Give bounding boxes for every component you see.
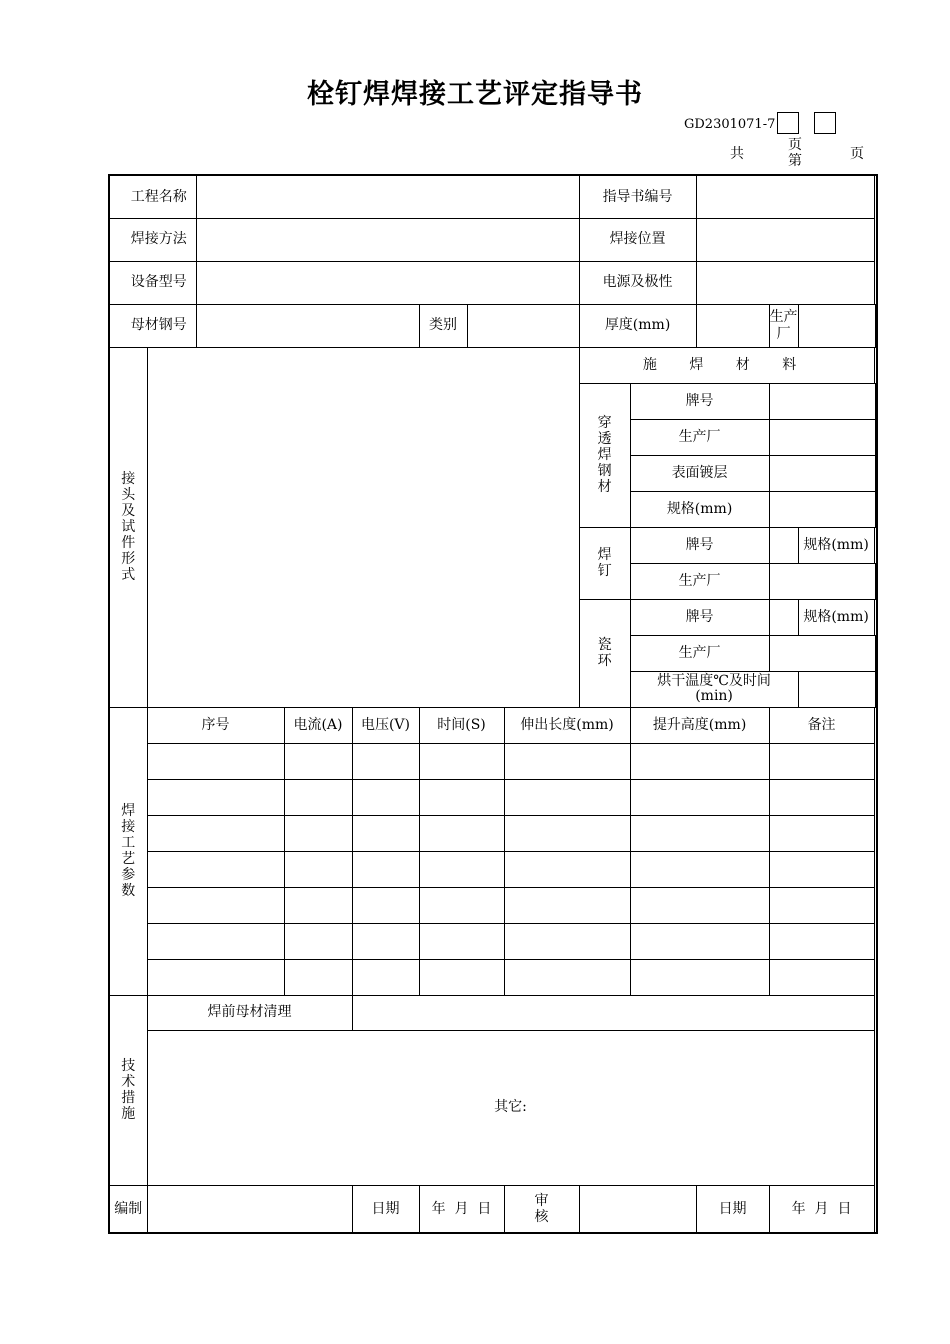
date2-field[interactable]: 年 月 日 [769, 1185, 874, 1233]
ferrule-spec-field[interactable] [874, 599, 877, 635]
ferrule-brand-field[interactable] [769, 599, 798, 635]
table-cell[interactable] [769, 815, 874, 851]
table-cell[interactable] [284, 923, 352, 959]
table-cell[interactable] [352, 923, 419, 959]
ferrule-label: 瓷环 [579, 599, 630, 707]
power-polarity-field[interactable] [696, 261, 874, 304]
base-steel-field[interactable] [196, 304, 419, 347]
table-row [109, 959, 877, 995]
thickness-label: 厚度(mm) [579, 304, 696, 347]
cleaning-field[interactable] [352, 995, 874, 1030]
ferrule-manufacturer-label: 生产厂 [630, 635, 769, 671]
column-header: 伸出长度(mm) [504, 707, 630, 743]
joint-section-label: 接头及试件形式 [109, 347, 147, 707]
column-header: 电流(A) [284, 707, 352, 743]
manufacturer-field[interactable] [798, 304, 875, 347]
ferrule-brand-label: 牌号 [630, 599, 769, 635]
table-cell[interactable] [419, 815, 504, 851]
cleaning-label: 焊前母材清理 [147, 995, 352, 1030]
prepared-field[interactable] [147, 1185, 352, 1233]
penetration-brand-field[interactable] [769, 383, 875, 419]
table-cell[interactable] [147, 959, 284, 995]
table-cell[interactable] [284, 851, 352, 887]
stud-brand-label: 牌号 [630, 527, 769, 563]
base-steel-label: 母材钢号 [109, 304, 196, 347]
column-header: 序号 [147, 707, 284, 743]
table-row [109, 815, 877, 851]
equipment-model-field[interactable] [196, 261, 579, 304]
thickness-field[interactable] [696, 304, 769, 347]
page-total-prefix: 共 [730, 146, 744, 162]
table-cell[interactable] [352, 887, 419, 923]
table-cell[interactable] [352, 815, 419, 851]
date1-field[interactable]: 年 月 日 [419, 1185, 504, 1233]
table-row [109, 887, 877, 923]
table-cell[interactable] [147, 851, 284, 887]
reviewed-label: 审核 [504, 1185, 579, 1233]
table-cell[interactable] [769, 887, 874, 923]
table-cell[interactable] [284, 815, 352, 851]
table-cell[interactable] [147, 743, 284, 779]
column-header: 提升高度(mm) [630, 707, 769, 743]
page-title: 栓钉焊焊接工艺评定指导书 [307, 79, 643, 110]
page-current-suffix: 页 [850, 146, 864, 162]
table-cell[interactable] [419, 743, 504, 779]
table-cell[interactable] [147, 923, 284, 959]
drying-field[interactable] [798, 671, 875, 707]
power-polarity-label: 电源及极性 [579, 261, 696, 304]
stud-label: 焊钉 [579, 527, 630, 599]
equipment-model-label: 设备型号 [109, 261, 196, 304]
table-cell[interactable] [630, 887, 769, 923]
table-cell[interactable] [147, 887, 284, 923]
penetration-brand-label: 牌号 [630, 383, 769, 419]
weld-position-label: 焊接位置 [579, 218, 696, 261]
table-cell[interactable] [504, 743, 630, 779]
table-row [109, 923, 877, 959]
table-cell[interactable] [769, 743, 874, 779]
penetration-steel-label: 穿透焊钢材 [579, 383, 630, 527]
params-section-label: 焊接工艺参数 [109, 707, 147, 995]
table-cell[interactable] [630, 779, 769, 815]
column-header: 备注 [769, 707, 874, 743]
manufacturer-label: 生产厂 [769, 304, 798, 347]
table-cell[interactable] [630, 959, 769, 995]
table-cell[interactable] [630, 851, 769, 887]
weld-position-field[interactable] [696, 218, 874, 261]
date1-label: 日期 [352, 1185, 419, 1233]
table-cell[interactable] [284, 779, 352, 815]
penetration-manufacturer-field[interactable] [769, 419, 875, 455]
weld-method-field[interactable] [196, 218, 579, 261]
page-current-box[interactable] [814, 112, 836, 134]
table-cell[interactable] [419, 959, 504, 995]
table-cell[interactable] [630, 815, 769, 851]
column-header: 时间(S) [419, 707, 504, 743]
stud-spec-field[interactable] [874, 527, 877, 563]
page-total-box[interactable] [777, 112, 799, 134]
ferrule-spec-label: 规格(mm) [798, 599, 874, 635]
project-name-field[interactable] [196, 175, 579, 218]
table-cell[interactable] [419, 887, 504, 923]
table-cell[interactable] [504, 851, 630, 887]
guide-no-field[interactable] [696, 175, 874, 218]
table-cell[interactable] [147, 779, 284, 815]
table-cell[interactable] [630, 923, 769, 959]
table-cell[interactable] [352, 779, 419, 815]
ferrule-manufacturer-field[interactable] [769, 635, 875, 671]
stud-brand-field[interactable] [769, 527, 798, 563]
procedure-form [108, 174, 878, 1234]
date2-label: 日期 [696, 1185, 769, 1233]
table-cell[interactable] [504, 959, 630, 995]
category-label: 类别 [419, 304, 467, 347]
coating-field[interactable] [769, 455, 875, 491]
table-cell[interactable] [769, 779, 874, 815]
guide-no-label: 指导书编号 [579, 175, 696, 218]
stud-spec-label: 规格(mm) [798, 527, 874, 563]
project-name-label: 工程名称 [109, 175, 196, 218]
stud-manufacturer-label: 生产厂 [630, 563, 769, 599]
page-total-suffix: 页 [788, 137, 802, 153]
coating-label: 表面镀层 [630, 455, 769, 491]
other-measures-field[interactable]: 其它: [147, 1030, 874, 1185]
table-cell[interactable] [504, 779, 630, 815]
table-cell[interactable] [769, 923, 874, 959]
table-row [109, 851, 877, 887]
table-cell[interactable] [769, 851, 874, 887]
penetration-spec-label: 规格(mm) [630, 491, 769, 527]
table-cell[interactable] [504, 887, 630, 923]
table-cell[interactable] [284, 743, 352, 779]
table-row [109, 743, 877, 779]
table-cell[interactable] [352, 851, 419, 887]
table-cell[interactable] [419, 923, 504, 959]
measures-section-label: 技术措施 [109, 995, 147, 1185]
stud-manufacturer-field[interactable] [769, 563, 875, 599]
reviewed-field[interactable] [579, 1185, 696, 1233]
table-cell[interactable] [352, 959, 419, 995]
joint-sketch-area[interactable] [147, 347, 579, 707]
table-cell[interactable] [352, 743, 419, 779]
drying-label: 烘干温度℃及时间(min) [630, 671, 798, 707]
table-cell[interactable] [504, 815, 630, 851]
table-cell[interactable] [284, 887, 352, 923]
table-row [109, 779, 877, 815]
table-cell[interactable] [769, 959, 874, 995]
table-cell[interactable] [419, 851, 504, 887]
table-cell[interactable] [630, 743, 769, 779]
weld-method-label: 焊接方法 [109, 218, 196, 261]
table-cell[interactable] [504, 923, 630, 959]
category-field[interactable] [467, 304, 579, 347]
materials-header: 施 焊 材 料 [579, 347, 874, 383]
penetration-spec-field[interactable] [769, 491, 875, 527]
penetration-manufacturer-label: 生产厂 [630, 419, 769, 455]
document-code: GD2301071-7 [684, 117, 776, 132]
table-cell[interactable] [419, 779, 504, 815]
prepared-label: 编制 [109, 1185, 147, 1233]
column-header: 电压(V) [352, 707, 419, 743]
table-cell[interactable] [284, 959, 352, 995]
page-current-prefix: 第 [788, 153, 802, 169]
table-cell[interactable] [147, 815, 284, 851]
